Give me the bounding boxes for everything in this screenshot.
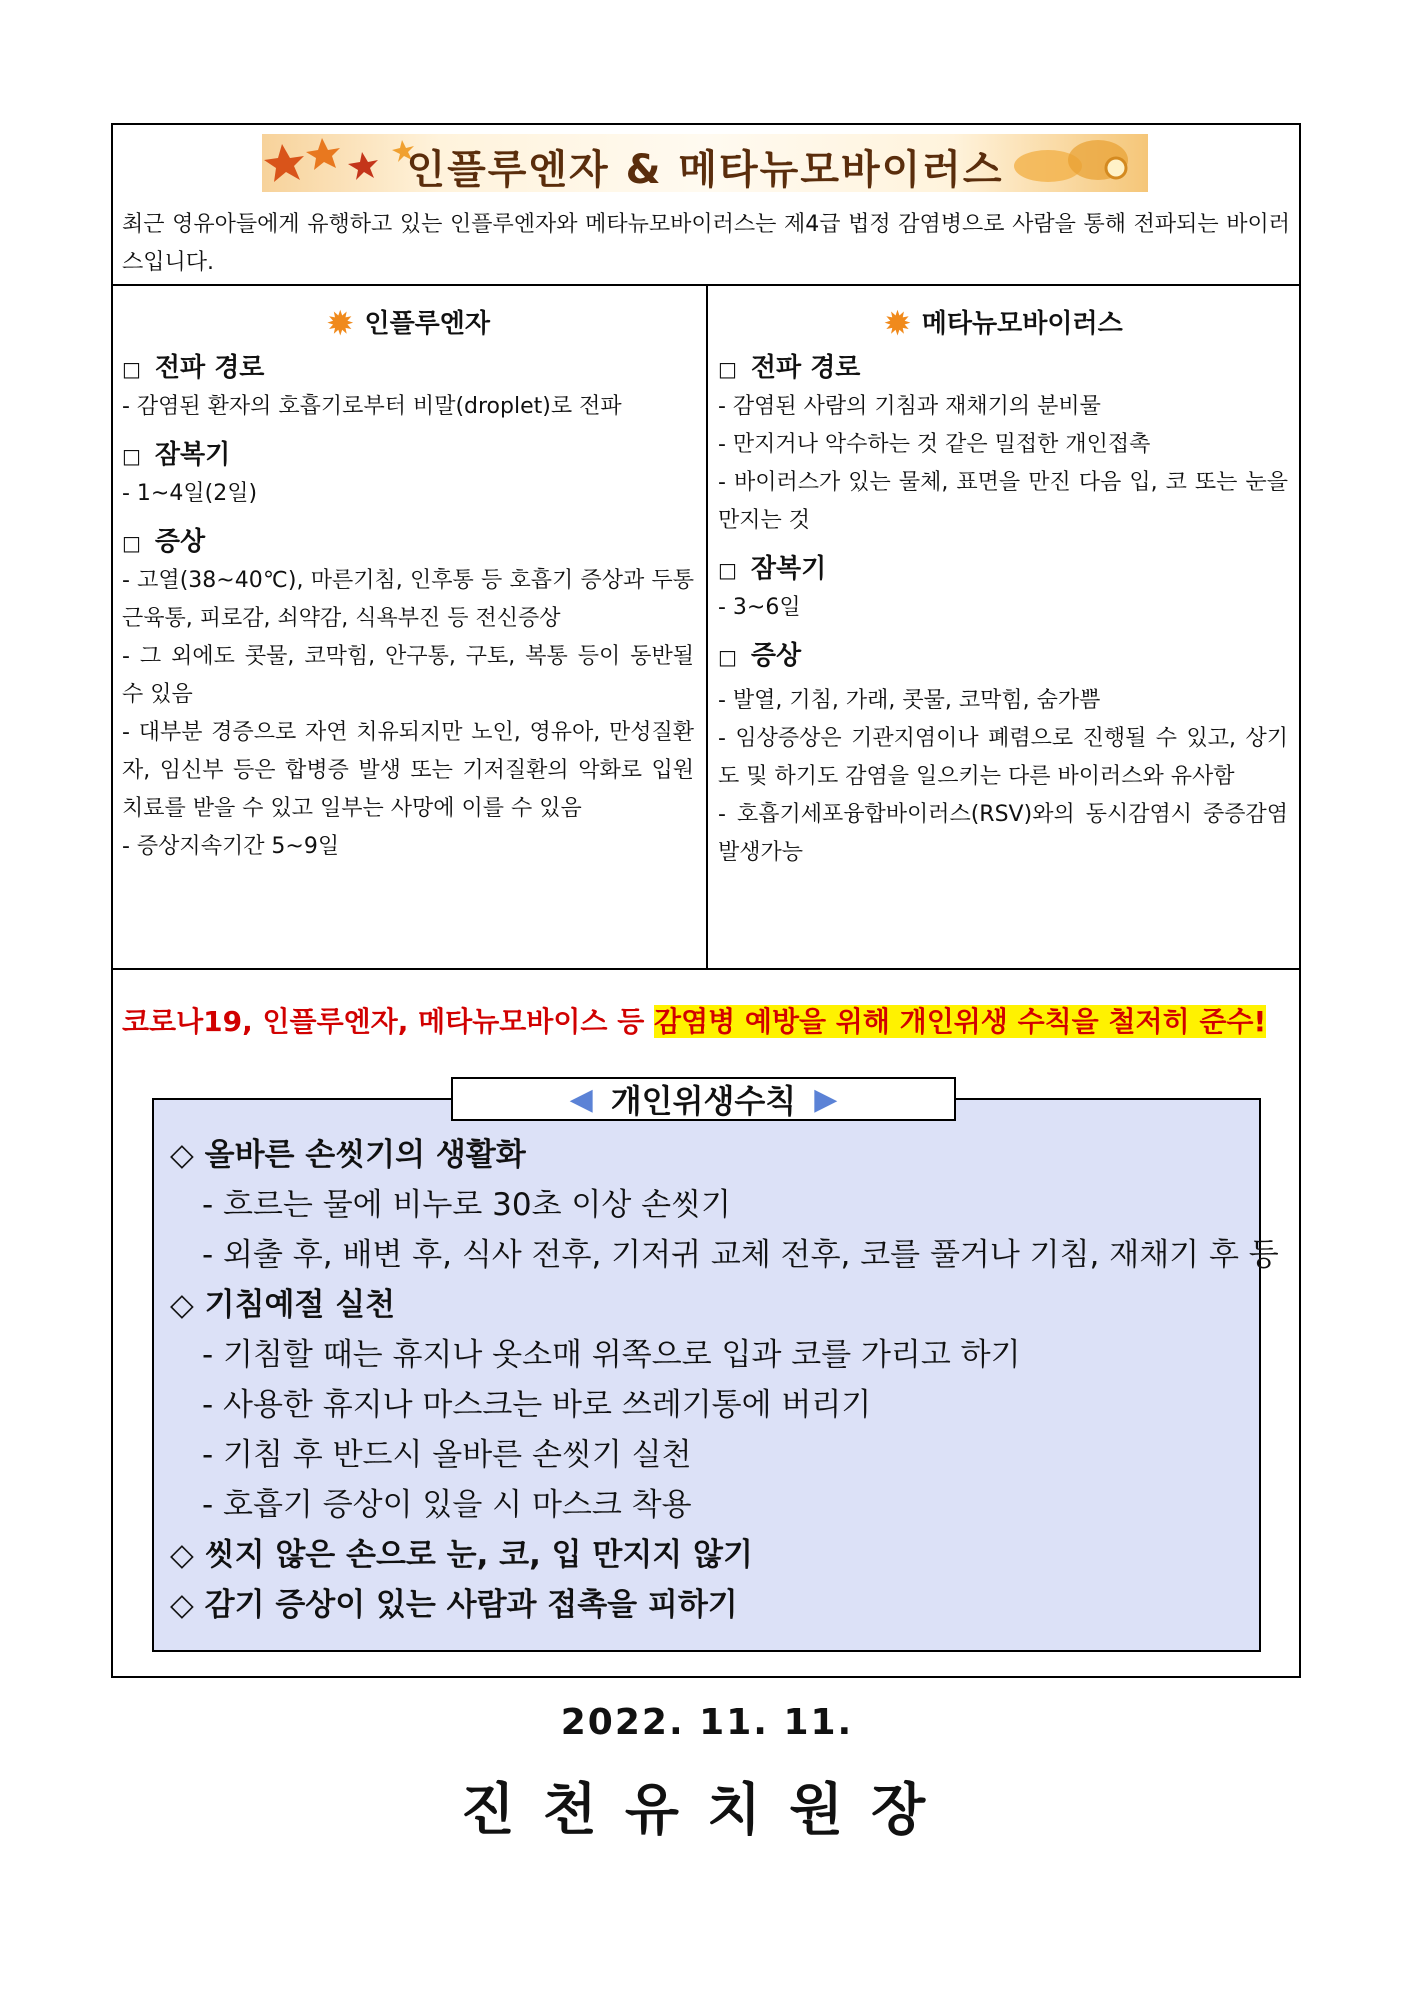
highlighted-slogan: 감염병 예방을 위해 개인위생 수칙을 철저히 준수! (654, 1005, 1267, 1038)
document-date: 2022. 11. 11. (560, 1702, 854, 1743)
metapneumo-symptom-line: - 호흡기세포융합바이러스(RSV)와의 동시감염시 중증감염 발생가능 (718, 802, 1288, 865)
hygiene-rule: ◇ 감기 증상이 있는 사람과 접촉을 피하기 (170, 1587, 738, 1623)
metapneumo-route-line: - 만지거나 악수하는 것 같은 밀접한 개인접촉 (718, 432, 1151, 457)
hygiene-rule: ◇ 기침예절 실천 (170, 1287, 396, 1323)
influenza-column (122, 305, 694, 866)
metapneumo-symptom-line: - 발열, 기침, 가래, 콧물, 코막힘, 숨가쁨 (718, 688, 1101, 713)
page-title: 인플루엔자 & 메타뉴모바이러스 (406, 147, 1004, 193)
metapneumo-heading: ✹ 메타뉴모바이러스 (883, 304, 1123, 344)
intro-text: 최근 영유아들에게 유행하고 있는 인플루엔자와 메타뉴모바이러스는 제4급 법정 감염병으로 사람을 통해 전파되는 바이러스입니다. (122, 212, 1290, 275)
metapneumo-route-line: - 바이러스가 있는 물체, 표면을 만진 다음 입, 코 또는 눈을 만지는 것 (718, 470, 1288, 533)
influenza-symptom-line: - 고열(38~40℃), 마른기침, 인후통 등 호흡기 증상과 두통 근육통, 피로감, 쇠약감, 식욕부진 등 전신증상 (122, 568, 694, 631)
influenza-symptom-line: - 증상지속기간 5~9일 (122, 834, 340, 859)
hygiene-rule-detail: - 외출 후, 배변 후, 식사 전후, 기저귀 교체 전후, 코를 풀거나 기침, 재채기 후 등 (202, 1237, 1279, 1273)
hygiene-rule-detail: - 기침 후 반드시 올바른 손씻기 실천 (202, 1437, 692, 1473)
influenza-incubation-label: □ 잠복기 (122, 440, 231, 470)
influenza-route-label: □ 전파 경로 (122, 353, 265, 383)
signature: 진천유치원장 (460, 1778, 954, 1843)
title-banner (262, 134, 1148, 192)
influenza-symptoms-label: □ 증상 (122, 527, 206, 557)
hygiene-rule: ◇ 올바른 손씻기의 생활화 (170, 1137, 526, 1173)
maple-leaf-icon: ✹ (883, 304, 912, 344)
prevention-slogan: 코로나19, 인플루엔자, 메타뉴모바이스 등 감염병 예방을 위해 개인위생 수칙을 철저히 준수! (122, 1005, 1267, 1038)
metapneumo-symptom-line: - 임상증상은 기관지염이나 폐렴으로 진행될 수 있고, 상기도 및 하기도 감염을 일으키는 다른 바이러스와 유사함 (718, 726, 1288, 789)
hygiene-rule-detail: - 기침할 때는 휴지나 옷소매 위쪽으로 입과 코를 가리고 하기 (202, 1337, 1021, 1373)
metapneumo-route-label: □ 전파 경로 (718, 353, 861, 383)
divider-bottom (111, 968, 1301, 970)
maple-leaf-icon: ✹ (325, 304, 355, 344)
left-triangle-icon: ◀ (569, 1081, 593, 1117)
influenza-symptom-line: - 대부분 경증으로 자연 치유되지만 노인, 영유아, 만성질환자, 임신부 등은 합병증 발생 또는 기저질환의 악화로 입원치료를 받을 수 있고 일부는 사망에 이를 수 있음 (122, 720, 694, 821)
metapneumo-incubation-line: - 3~6일 (718, 595, 801, 620)
metapneumo-incubation-label: □ 잠복기 (718, 554, 827, 584)
metapneumo-symptoms-label: □ 증상 (718, 641, 802, 671)
influenza-incubation-line: - 1~4일(2일) (122, 481, 258, 506)
influenza-route-line: - 감염된 환자의 호흡기로부터 비말(droplet)로 전파 (122, 394, 622, 419)
hygiene-rule-detail: - 호흡기 증상이 있을 시 마스크 착용 (202, 1487, 692, 1523)
metapneumo-route-line: - 감염된 사람의 기침과 재채기의 분비물 (718, 394, 1101, 419)
influenza-symptom-line: - 그 외에도 콧물, 코막힘, 안구통, 구토, 복통 등이 동반될 수 있음 (122, 644, 694, 707)
hygiene-rule: ◇ 씻지 않은 손으로 눈, 코, 입 만지지 않기 (170, 1537, 753, 1573)
hygiene-rules-list (170, 1130, 1279, 1630)
influenza-heading: ✹ 인플루엔자 (325, 304, 491, 344)
hygiene-rules-title: ◀ 개인위생수칙 ▶ (451, 1077, 956, 1121)
right-triangle-icon: ▶ (814, 1081, 838, 1117)
hygiene-rule-detail: - 흐르는 물에 비누로 30초 이상 손씻기 (202, 1187, 731, 1223)
metapneumo-column (718, 305, 1288, 872)
column-divider (706, 285, 708, 969)
hygiene-rule-detail: - 사용한 휴지나 마스크는 바로 쓰레기통에 버리기 (202, 1387, 872, 1423)
